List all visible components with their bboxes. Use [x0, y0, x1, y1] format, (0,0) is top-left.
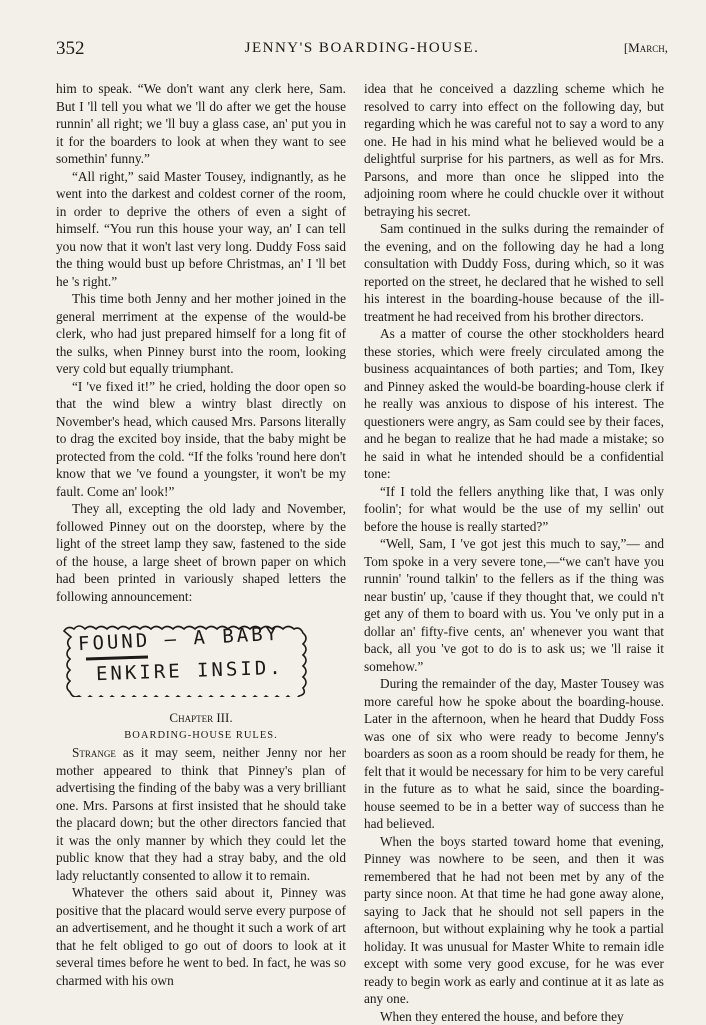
paragraph: “All right,” said Master Tousey, indignantly, as he went into the darkest and coldest corner of the room, in order to deprive the others of even a sight of himself. “You run this house your way, an' I can tell you now that it won't last very long. Duddy Foss said the thing would bust up before Christmas, an' I 'll bet he 's right.”	[56, 168, 346, 291]
paragraph-text: as it may seem, neither Jenny nor her mother appeared to think that Pinney's plan of advertising the finding of the baby was a very brilliant one. Mrs. Parsons at first insisted that he should take the placard down; but the other directors fancied that it was the only manner by which they could let the public know that they had a stray baby, and the old lady reluctantly consented to allow it to remain.	[56, 745, 346, 883]
right-column	[364, 80, 664, 1025]
placard-line-1: FOUND — A BABY	[78, 626, 281, 654]
placard-illustration	[56, 619, 346, 697]
paragraph: As a matter of course the other stockholders heard these stories, which were freely circulated among the business acquaintances of both parties; and Tom, Ikey and Pinney asked the would-be boarding-house clerk if he really was anxious to dispose of his interest. The questioners were angry, as Sam could see by their faces, and he began to realize that he had made a mistake; so he said in what he intended should be a confidential tone:	[364, 325, 664, 483]
paragraph: Sam continued in the sulks during the remainder of the evening, and on the following day he had a long consultation with Duddy Foss, during which, so it was reported on the street, he declared that he wished to sell his interest in the boarding-house because of the ill-treatment he had received from his brother directors.	[364, 220, 664, 325]
paragraph: idea that he conceived a dazzling scheme which he resolved to carry into effect on the following day, but regarding which he was careful not to say a word to any one. He had in his mind what he believed would be a delightful surprise for his partners, as well as for Mrs. Parsons, and more than once he slipped into the adjoining room where he could chuckle over it without betraying his secret.	[364, 80, 664, 220]
paragraph: This time both Jenny and her mother joined in the general merriment at the expense of the would-be clerk, who had just prepared himself for a long fit of the sulks, when Pinney burst into the room, looking very cold but equally triumphant.	[56, 290, 346, 378]
paragraph: him to speak. “We don't want any clerk here, Sam. But I 'll tell you what we 'll do after we get the house runnin' all right; we 'll buy a glass case, an' put you in it for the boarders to look at when they want to see somethin' funny.”	[56, 80, 346, 168]
paragraph	[56, 744, 346, 884]
running-title: JENNY'S BOARDING-HOUSE.	[56, 40, 668, 57]
paragraph: When the boys started toward home that evening, Pinney was nowhere to be seen, and then it was remembered that he had not been met by any of the party since noon. At that time he had gone away alone, saying to Jack that he should not sell papers in the afternoon, but without explaining why he took a partial holiday. It was unusual for Master White to remain idle except with some very good excuse, for he was ever ready to begin work as early and continue at it as late as any one.	[364, 833, 664, 1008]
paragraph: When they entered the house, and before they	[364, 1008, 664, 1025]
page-number: 352	[56, 38, 85, 60]
drop-lead-word: Strange	[72, 745, 116, 760]
paragraph: “Well, Sam, I 've got jest this much to say,”— and Tom spoke in a very severe tone,—“we can't have you runnin' 'round talkin' to the fellers as if the thing was near bustin' up, 'cause if they thought that, we could n't get any of them to board with us. You 've only put in a dollar an' fifty-five cents, an' whenever you want that back, all you 've got to do is to ask us; we 'll raise it somehow.”	[364, 535, 664, 675]
chapter-heading: Chapter III.	[56, 709, 346, 727]
chapter-subtitle: BOARDING-HOUSE RULES.	[56, 727, 346, 745]
placard-line-2: ENKIRE INSID.	[96, 660, 284, 684]
paragraph: Whatever the others said about it, Pinney was positive that the placard would serve every purpose of an advertisement, and he thought it such a work of art that he felt obliged to go out of doors to look at it several times before he went to bed. In fact, he was so charmed with his own	[56, 884, 346, 989]
paragraph: During the remainder of the day, Master Tousey was more careful how he spoke about the boarding-house. Later in the afternoon, when he heard that Duddy Foss was one of six who were ready to become Jenny's boarders as soon as a room should be ready for them, he felt that it would be necessary for him to be very careful in the future as to what he said, since the boarding-house seemed to be in a better way of success than he had believed.	[364, 675, 664, 833]
paragraph: They all, excepting the old lady and November, followed Pinney out on the doorstep, where by the light of the street lamp they saw, fastened to the side of the house, a large sheet of brown paper on which had been printed in variously shaped letters the following announcement:	[56, 500, 346, 605]
paragraph: “If I told the fellers anything like that, I was only foolin'; for what would be the use of my sellin' out before the house is really started?”	[364, 483, 664, 536]
running-header	[56, 36, 668, 62]
left-column	[56, 80, 346, 989]
running-month: [March,	[624, 40, 668, 56]
paragraph: “I 've fixed it!” he cried, holding the door open so that the wind blew a wintry blast directly on November's head, which caused Mrs. Parsons literally to drag the excited boy inside, that the baby might be protected from the cold. “If the folks 'round here don't know that we 've found a youngster, it won't be my fault. Come an' look!”	[56, 378, 346, 501]
